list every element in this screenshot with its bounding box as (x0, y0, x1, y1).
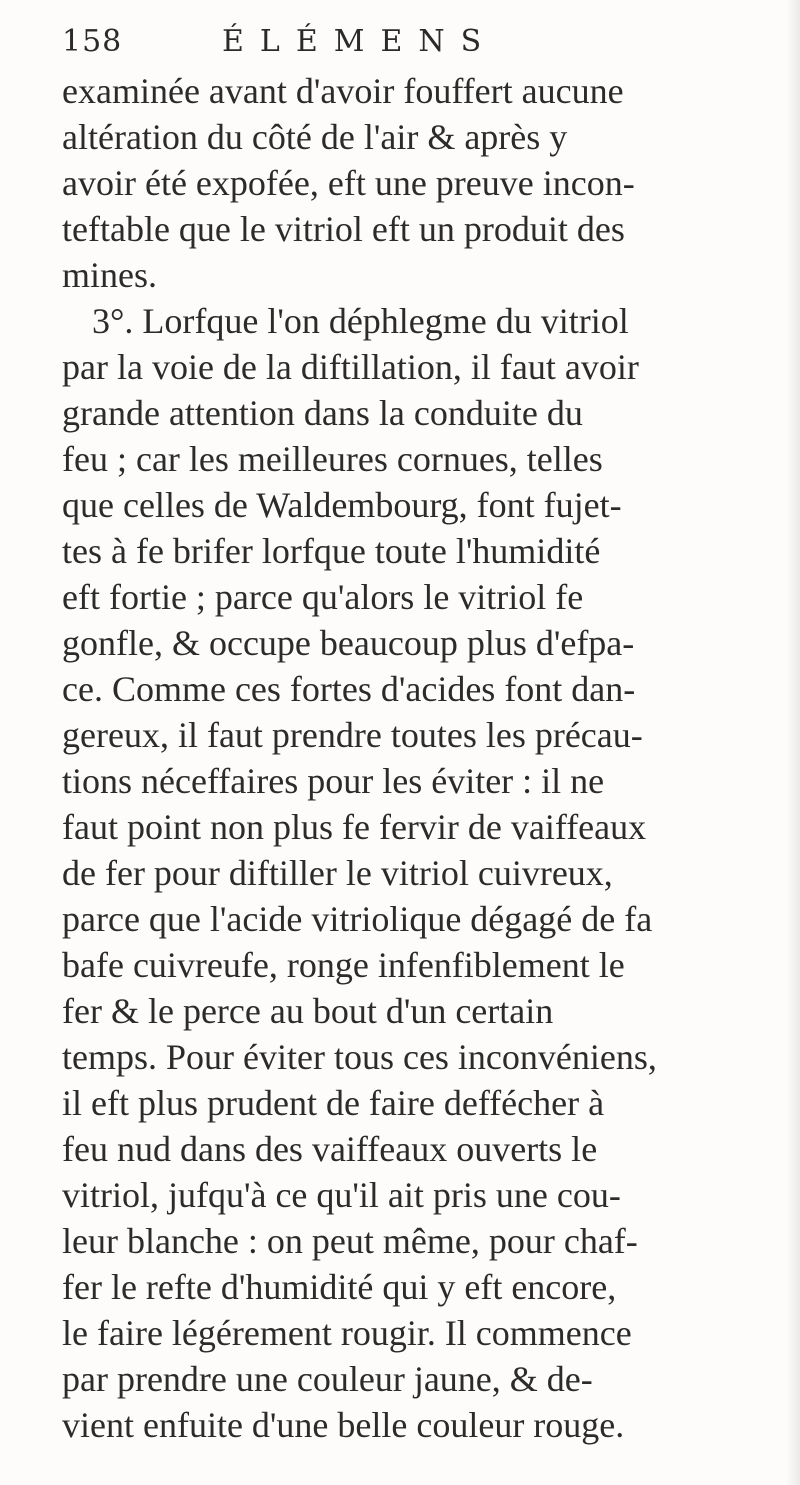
text-line: par la voie de la diftillation, il faut avoir (62, 347, 639, 387)
text-line: avoir été expofée, eft une preuve incon- (62, 163, 635, 203)
text-line: mines. (62, 255, 157, 295)
text-line: temps. Pour éviter tous ces inconvéniens, (62, 1037, 657, 1077)
text-line: leur blanche : on peut même, pour chaf- (62, 1221, 638, 1261)
text-line: feu ; car les meilleures cornues, telles (62, 439, 603, 479)
text-line: 3°. Lorfque l'on déphlegme du vitriol (92, 301, 629, 341)
text-line: fer & le perce au bout d'un certain (62, 991, 554, 1031)
text-line: examinée avant d'avoir fouffert aucune (62, 71, 624, 111)
text-line: vitriol, jufqu'à ce qu'il ait pris une cou- (62, 1175, 621, 1215)
text-line: altération du côté de l'air & après y (62, 117, 568, 157)
text-line: gereux, il faut prendre toutes les précau- (62, 715, 643, 755)
page-number: 158 (62, 24, 123, 59)
text-line: de fer pour diftiller le vitriol cuivreux, (62, 853, 613, 893)
text-line: ce. Comme ces fortes d'acides font dan- (62, 669, 636, 709)
running-title: ÉLÉMENS (222, 24, 498, 59)
running-head (62, 14, 722, 74)
text-line: gonfle, & occupe beaucoup plus d'efpa- (62, 623, 635, 663)
body-text (62, 68, 762, 1448)
text-line: feu nud dans des vaiffeaux ouverts le (62, 1129, 598, 1169)
text-line: le faire légérement rougir. Il commence (62, 1313, 632, 1353)
page-edge-shadow (786, 0, 800, 1485)
text-line: tions néceffaires pour les éviter : il ne (62, 761, 605, 801)
text-line: par prendre une couleur jaune, & de- (62, 1359, 593, 1399)
text-line: eft fortie ; parce qu'alors le vitriol fe (62, 577, 584, 617)
text-line: que celles de Waldembourg, font fujet- (62, 485, 622, 525)
text-line: bafe cuivreufe, ronge infenfiblement le (62, 945, 625, 985)
text-line: fer le refte d'humidité qui y eft encore, (62, 1267, 617, 1307)
text-line: vient enfuite d'une belle couleur rouge. (62, 1405, 625, 1445)
text-line: tes à fe brifer lorfque toute l'humidité (62, 531, 601, 571)
text-line: parce que l'acide vitriolique dégagé de fa (62, 899, 653, 939)
text-line: teftable que le vitriol eft un produit des (62, 209, 625, 249)
text-line: grande attention dans la conduite du (62, 393, 583, 433)
text-line: il eft plus prudent de faire deffécher à (62, 1083, 605, 1123)
text-line: faut point non plus fe fervir de vaiffeaux (62, 807, 647, 847)
